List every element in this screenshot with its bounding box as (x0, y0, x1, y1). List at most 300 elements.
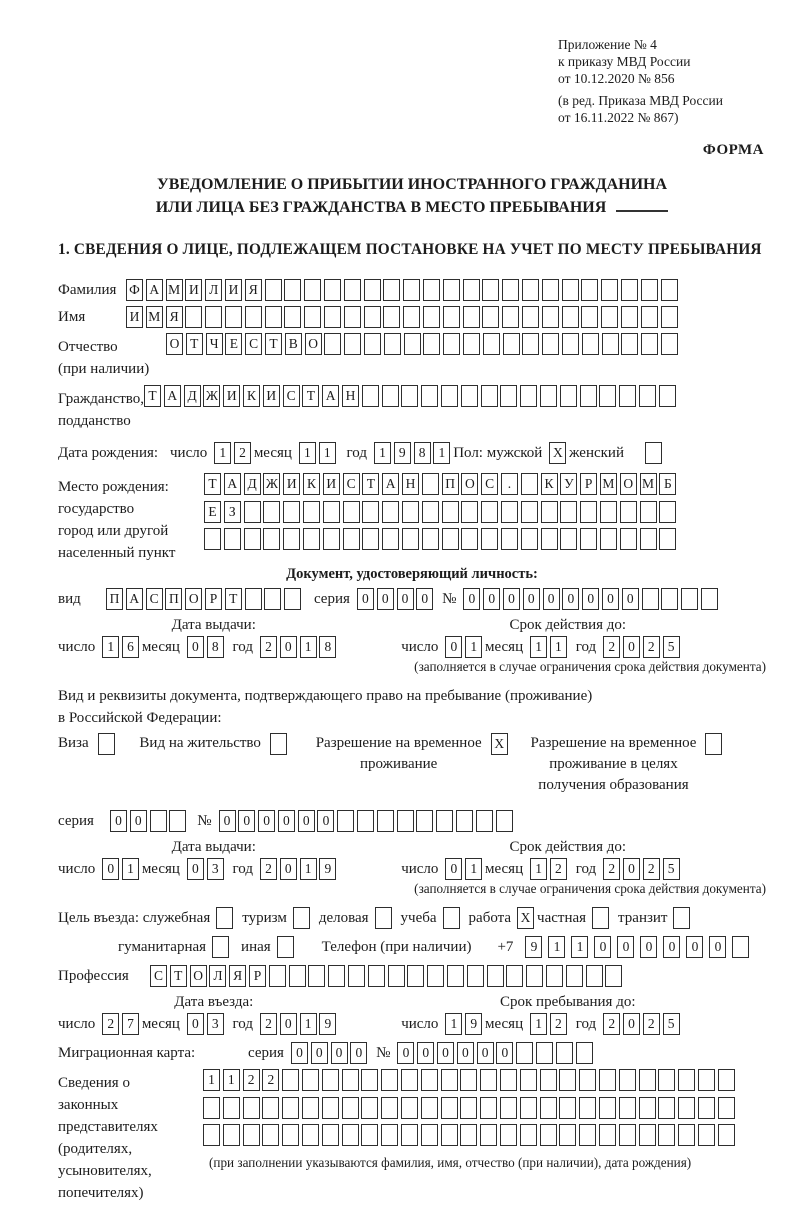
char-cell[interactable]: Т (362, 473, 379, 495)
char-cell[interactable] (546, 965, 563, 987)
char-cell[interactable]: У (560, 473, 577, 495)
char-cell[interactable] (463, 306, 480, 328)
char-cell[interactable] (487, 965, 504, 987)
char-cell[interactable] (661, 333, 678, 355)
char-cell[interactable]: 0 (280, 1013, 297, 1035)
char-cell[interactable]: И (225, 279, 242, 301)
char-cell[interactable] (476, 810, 493, 832)
char-cell[interactable]: 0 (416, 588, 433, 610)
char-cell[interactable] (678, 1124, 695, 1146)
char-cell[interactable] (556, 1042, 573, 1064)
char-cell[interactable]: 8 (414, 442, 431, 464)
char-cell[interactable]: К (541, 473, 558, 495)
char-cell[interactable]: 7 (122, 1013, 139, 1035)
char-cell[interactable] (282, 1097, 299, 1119)
char-cell[interactable] (562, 279, 579, 301)
char-cell[interactable] (302, 1097, 319, 1119)
char-cell[interactable] (401, 1124, 418, 1146)
char-cell[interactable] (375, 907, 392, 929)
char-cell[interactable]: 0 (357, 588, 374, 610)
char-cell[interactable] (506, 965, 523, 987)
char-cell[interactable] (520, 1097, 537, 1119)
char-cell[interactable] (382, 528, 399, 550)
char-cell[interactable]: Ч (206, 333, 223, 355)
char-cell[interactable] (421, 385, 438, 407)
char-cell[interactable] (659, 501, 676, 523)
char-cell[interactable] (304, 279, 321, 301)
char-cell[interactable] (562, 306, 579, 328)
char-cell[interactable]: 2 (603, 858, 620, 880)
char-cell[interactable] (600, 528, 617, 550)
char-cell[interactable] (500, 1097, 517, 1119)
char-cell[interactable] (526, 965, 543, 987)
sex-male-checkbox[interactable] (549, 442, 569, 464)
char-cell[interactable]: О (185, 588, 202, 610)
char-cell[interactable]: Р (580, 473, 597, 495)
char-cell[interactable] (423, 306, 440, 328)
char-cell[interactable] (264, 588, 281, 610)
purpose-humanitarian-checkbox[interactable] (206, 936, 229, 958)
char-cell[interactable] (383, 279, 400, 301)
char-cell[interactable]: 9 (319, 858, 336, 880)
char-cell[interactable] (580, 501, 597, 523)
char-cell[interactable]: 0 (397, 1042, 414, 1064)
char-cell[interactable] (362, 528, 379, 550)
char-cell[interactable]: 2 (603, 1013, 620, 1035)
char-cell[interactable]: Н (402, 473, 419, 495)
char-cell[interactable]: Т (186, 333, 203, 355)
char-cell[interactable]: А (164, 385, 181, 407)
char-cell[interactable]: И (185, 279, 202, 301)
char-cell[interactable] (698, 1124, 715, 1146)
purpose-private-checkbox[interactable] (586, 907, 609, 929)
char-cell[interactable] (216, 907, 233, 929)
char-cell[interactable] (661, 306, 678, 328)
char-cell[interactable]: 0 (483, 588, 500, 610)
char-cell[interactable] (580, 528, 597, 550)
char-cell[interactable] (343, 528, 360, 550)
char-cell[interactable] (404, 333, 421, 355)
char-cell[interactable] (169, 810, 186, 832)
char-cell[interactable] (639, 1097, 656, 1119)
char-cell[interactable]: И (283, 473, 300, 495)
char-cell[interactable]: Я (229, 965, 246, 987)
char-cell[interactable]: С (283, 385, 300, 407)
char-cell[interactable] (361, 1069, 378, 1091)
char-cell[interactable]: 1 (203, 1069, 220, 1091)
char-cell[interactable] (520, 385, 537, 407)
char-cell[interactable] (150, 810, 167, 832)
char-cell[interactable] (540, 1097, 557, 1119)
char-cell[interactable]: 0 (617, 936, 634, 958)
char-cell[interactable] (422, 473, 439, 495)
char-cell[interactable] (277, 936, 294, 958)
char-cell[interactable]: 0 (445, 636, 462, 658)
rvp-checkbox[interactable] (482, 733, 511, 755)
char-cell[interactable]: 0 (437, 1042, 454, 1064)
char-cell[interactable]: А (382, 473, 399, 495)
char-cell[interactable]: 0 (477, 1042, 494, 1064)
char-cell[interactable] (560, 385, 577, 407)
char-cell[interactable] (540, 1069, 557, 1091)
purpose-study-checkbox[interactable] (437, 907, 460, 929)
char-cell[interactable]: 1 (299, 442, 316, 464)
char-cell[interactable] (348, 965, 365, 987)
char-cell[interactable] (480, 1069, 497, 1091)
phone-cells[interactable] (519, 936, 749, 958)
char-cell[interactable] (658, 1069, 675, 1091)
char-cell[interactable] (461, 501, 478, 523)
char-cell[interactable]: 0 (291, 1042, 308, 1064)
char-cell[interactable]: 1 (319, 442, 336, 464)
char-cell[interactable]: О (190, 965, 207, 987)
char-cell[interactable] (322, 1124, 339, 1146)
char-cell[interactable]: 1 (300, 1013, 317, 1035)
char-cell[interactable] (342, 1124, 359, 1146)
char-cell[interactable] (521, 501, 538, 523)
char-cell[interactable] (328, 965, 345, 987)
char-cell[interactable]: 1 (122, 858, 139, 880)
char-cell[interactable] (542, 306, 559, 328)
char-cell[interactable]: И (263, 385, 280, 407)
char-cell[interactable] (560, 501, 577, 523)
char-cell[interactable]: X (549, 442, 566, 464)
char-cell[interactable]: З (224, 501, 241, 523)
char-cell[interactable]: 1 (433, 442, 450, 464)
char-cell[interactable]: 8 (319, 636, 336, 658)
char-cell[interactable] (522, 333, 539, 355)
char-cell[interactable]: 5 (663, 858, 680, 880)
char-cell[interactable] (480, 1097, 497, 1119)
char-cell[interactable] (705, 733, 722, 755)
char-cell[interactable] (620, 528, 637, 550)
char-cell[interactable] (621, 333, 638, 355)
char-cell[interactable] (521, 528, 538, 550)
char-cell[interactable] (718, 1097, 735, 1119)
char-cell[interactable] (243, 1124, 260, 1146)
char-cell[interactable]: П (165, 588, 182, 610)
char-cell[interactable] (482, 279, 499, 301)
char-cell[interactable] (456, 810, 473, 832)
char-cell[interactable] (364, 306, 381, 328)
char-cell[interactable] (542, 279, 559, 301)
char-cell[interactable]: 1 (223, 1069, 240, 1091)
char-cell[interactable] (541, 528, 558, 550)
char-cell[interactable] (501, 501, 518, 523)
char-cell[interactable] (323, 501, 340, 523)
char-cell[interactable] (599, 1097, 616, 1119)
char-cell[interactable]: 1 (548, 936, 565, 958)
purpose-transit-checkbox[interactable] (667, 907, 690, 929)
char-cell[interactable]: 2 (550, 1013, 567, 1035)
char-cell[interactable]: М (146, 306, 163, 328)
char-cell[interactable] (641, 333, 658, 355)
char-cell[interactable] (521, 473, 538, 495)
char-cell[interactable]: 9 (319, 1013, 336, 1035)
char-cell[interactable] (701, 588, 718, 610)
char-cell[interactable] (337, 810, 354, 832)
char-cell[interactable]: 0 (278, 810, 295, 832)
char-cell[interactable] (601, 306, 618, 328)
char-cell[interactable] (397, 810, 414, 832)
char-cell[interactable] (659, 385, 676, 407)
char-cell[interactable] (204, 528, 221, 550)
char-cell[interactable]: К (243, 385, 260, 407)
char-cell[interactable]: 0 (187, 1013, 204, 1035)
char-cell[interactable] (718, 1069, 735, 1091)
char-cell[interactable]: 0 (397, 588, 414, 610)
char-cell[interactable] (540, 1124, 557, 1146)
char-cell[interactable] (581, 279, 598, 301)
char-cell[interactable]: 1 (530, 858, 547, 880)
char-cell[interactable] (619, 1069, 636, 1091)
char-cell[interactable]: 0 (663, 936, 680, 958)
char-cell[interactable] (284, 306, 301, 328)
char-cell[interactable]: Ж (203, 385, 220, 407)
char-cell[interactable] (463, 333, 480, 355)
char-cell[interactable] (322, 1069, 339, 1091)
char-cell[interactable] (441, 1097, 458, 1119)
char-cell[interactable]: Т (170, 965, 187, 987)
char-cell[interactable] (324, 279, 341, 301)
char-cell[interactable] (368, 965, 385, 987)
char-cell[interactable] (203, 1124, 220, 1146)
char-cell[interactable] (344, 306, 361, 328)
char-cell[interactable]: . (501, 473, 518, 495)
char-cell[interactable] (382, 501, 399, 523)
char-cell[interactable] (344, 279, 361, 301)
char-cell[interactable]: 0 (311, 1042, 328, 1064)
char-cell[interactable] (225, 306, 242, 328)
char-cell[interactable]: А (322, 385, 339, 407)
char-cell[interactable] (461, 385, 478, 407)
char-cell[interactable] (302, 1069, 319, 1091)
char-cell[interactable]: 0 (523, 588, 540, 610)
char-cell[interactable] (562, 333, 579, 355)
char-cell[interactable] (381, 1124, 398, 1146)
char-cell[interactable] (263, 501, 280, 523)
char-cell[interactable] (586, 965, 603, 987)
char-cell[interactable]: Д (184, 385, 201, 407)
char-cell[interactable] (269, 965, 286, 987)
char-cell[interactable] (640, 528, 657, 550)
char-cell[interactable] (441, 1124, 458, 1146)
char-cell[interactable] (500, 385, 517, 407)
char-cell[interactable] (381, 1069, 398, 1091)
char-cell[interactable] (639, 385, 656, 407)
char-cell[interactable] (718, 1124, 735, 1146)
char-cell[interactable] (282, 1124, 299, 1146)
char-cell[interactable]: 0 (602, 588, 619, 610)
char-cell[interactable] (599, 385, 616, 407)
char-cell[interactable] (224, 528, 241, 550)
char-cell[interactable]: А (224, 473, 241, 495)
char-cell[interactable] (422, 501, 439, 523)
vnzh-checkbox[interactable] (261, 733, 290, 755)
char-cell[interactable] (442, 501, 459, 523)
char-cell[interactable] (460, 1124, 477, 1146)
char-cell[interactable]: И (223, 385, 240, 407)
char-cell[interactable]: 2 (234, 442, 251, 464)
char-cell[interactable]: 1 (465, 636, 482, 658)
char-cell[interactable] (381, 1097, 398, 1119)
char-cell[interactable] (262, 1124, 279, 1146)
char-cell[interactable] (641, 279, 658, 301)
char-cell[interactable] (481, 385, 498, 407)
char-cell[interactable]: 0 (686, 936, 703, 958)
char-cell[interactable]: 0 (445, 858, 462, 880)
char-cell[interactable] (605, 965, 622, 987)
char-cell[interactable] (579, 1124, 596, 1146)
char-cell[interactable] (641, 306, 658, 328)
char-cell[interactable] (467, 965, 484, 987)
char-cell[interactable]: 2 (643, 1013, 660, 1035)
char-cell[interactable] (581, 306, 598, 328)
char-cell[interactable] (516, 1042, 533, 1064)
char-cell[interactable] (422, 528, 439, 550)
char-cell[interactable] (639, 1069, 656, 1091)
char-cell[interactable] (579, 1097, 596, 1119)
char-cell[interactable] (503, 333, 520, 355)
char-cell[interactable]: 9 (394, 442, 411, 464)
char-cell[interactable]: М (166, 279, 183, 301)
char-cell[interactable] (619, 385, 636, 407)
char-cell[interactable] (223, 1097, 240, 1119)
char-cell[interactable] (599, 1069, 616, 1091)
char-cell[interactable]: К (303, 473, 320, 495)
char-cell[interactable] (673, 907, 690, 929)
char-cell[interactable] (441, 385, 458, 407)
char-cell[interactable]: С (150, 965, 167, 987)
char-cell[interactable] (407, 965, 424, 987)
char-cell[interactable] (443, 279, 460, 301)
char-cell[interactable] (223, 1124, 240, 1146)
char-cell[interactable]: 2 (260, 636, 277, 658)
char-cell[interactable] (443, 333, 460, 355)
char-cell[interactable]: 0 (331, 1042, 348, 1064)
char-cell[interactable]: 0 (463, 588, 480, 610)
char-cell[interactable] (401, 1069, 418, 1091)
rvp-education-checkbox[interactable] (696, 733, 725, 755)
char-cell[interactable]: О (305, 333, 322, 355)
char-cell[interactable] (403, 306, 420, 328)
char-cell[interactable] (536, 1042, 553, 1064)
char-cell[interactable] (283, 501, 300, 523)
char-cell[interactable] (480, 1124, 497, 1146)
char-cell[interactable] (520, 1069, 537, 1091)
char-cell[interactable]: В (285, 333, 302, 355)
char-cell[interactable]: С (481, 473, 498, 495)
char-cell[interactable]: Л (209, 965, 226, 987)
char-cell[interactable]: Р (205, 588, 222, 610)
char-cell[interactable] (482, 306, 499, 328)
char-cell[interactable]: 1 (530, 1013, 547, 1035)
char-cell[interactable] (659, 528, 676, 550)
char-cell[interactable]: 0 (417, 1042, 434, 1064)
char-cell[interactable]: 0 (594, 936, 611, 958)
char-cell[interactable] (243, 1097, 260, 1119)
char-cell[interactable] (599, 1124, 616, 1146)
char-cell[interactable]: Я (245, 279, 262, 301)
char-cell[interactable] (282, 1069, 299, 1091)
char-cell[interactable] (559, 1097, 576, 1119)
char-cell[interactable]: Е (225, 333, 242, 355)
char-cell[interactable]: 0 (640, 936, 657, 958)
char-cell[interactable] (461, 528, 478, 550)
char-cell[interactable] (344, 333, 361, 355)
char-cell[interactable] (601, 279, 618, 301)
char-cell[interactable] (303, 528, 320, 550)
char-cell[interactable]: Ж (263, 473, 280, 495)
char-cell[interactable] (502, 279, 519, 301)
char-cell[interactable] (658, 1097, 675, 1119)
char-cell[interactable]: 0 (582, 588, 599, 610)
char-cell[interactable]: 2 (550, 858, 567, 880)
char-cell[interactable] (245, 588, 262, 610)
char-cell[interactable] (265, 306, 282, 328)
char-cell[interactable]: Т (204, 473, 221, 495)
char-cell[interactable] (522, 279, 539, 301)
char-cell[interactable] (342, 1097, 359, 1119)
char-cell[interactable] (421, 1097, 438, 1119)
char-cell[interactable] (698, 1069, 715, 1091)
char-cell[interactable] (600, 501, 617, 523)
char-cell[interactable]: 0 (187, 858, 204, 880)
char-cell[interactable] (205, 306, 222, 328)
char-cell[interactable]: 1 (214, 442, 231, 464)
char-cell[interactable]: 0 (377, 588, 394, 610)
char-cell[interactable] (698, 1097, 715, 1119)
char-cell[interactable] (500, 1124, 517, 1146)
char-cell[interactable] (357, 810, 374, 832)
char-cell[interactable] (384, 333, 401, 355)
char-cell[interactable] (502, 306, 519, 328)
char-cell[interactable] (559, 1124, 576, 1146)
char-cell[interactable]: 0 (709, 936, 726, 958)
char-cell[interactable]: Я (166, 306, 183, 328)
char-cell[interactable] (361, 1097, 378, 1119)
char-cell[interactable] (496, 810, 513, 832)
char-cell[interactable] (619, 1097, 636, 1119)
char-cell[interactable] (245, 306, 262, 328)
char-cell[interactable] (203, 1097, 220, 1119)
char-cell[interactable] (621, 279, 638, 301)
char-cell[interactable] (620, 501, 637, 523)
char-cell[interactable]: 0 (280, 858, 297, 880)
char-cell[interactable] (270, 733, 287, 755)
char-cell[interactable]: А (126, 588, 143, 610)
char-cell[interactable]: 9 (465, 1013, 482, 1035)
char-cell[interactable] (383, 306, 400, 328)
char-cell[interactable]: 0 (102, 858, 119, 880)
purpose-work-checkbox[interactable] (511, 907, 534, 929)
char-cell[interactable] (520, 1124, 537, 1146)
char-cell[interactable] (423, 333, 440, 355)
char-cell[interactable]: 0 (562, 588, 579, 610)
char-cell[interactable] (560, 528, 577, 550)
char-cell[interactable] (642, 588, 659, 610)
char-cell[interactable]: 0 (130, 810, 147, 832)
char-cell[interactable] (463, 279, 480, 301)
char-cell[interactable]: 2 (243, 1069, 260, 1091)
char-cell[interactable]: 0 (622, 588, 639, 610)
char-cell[interactable] (621, 306, 638, 328)
char-cell[interactable] (343, 501, 360, 523)
char-cell[interactable]: 0 (543, 588, 560, 610)
char-cell[interactable]: 2 (102, 1013, 119, 1035)
char-cell[interactable] (362, 385, 379, 407)
sex-female-checkbox[interactable] (645, 442, 665, 464)
